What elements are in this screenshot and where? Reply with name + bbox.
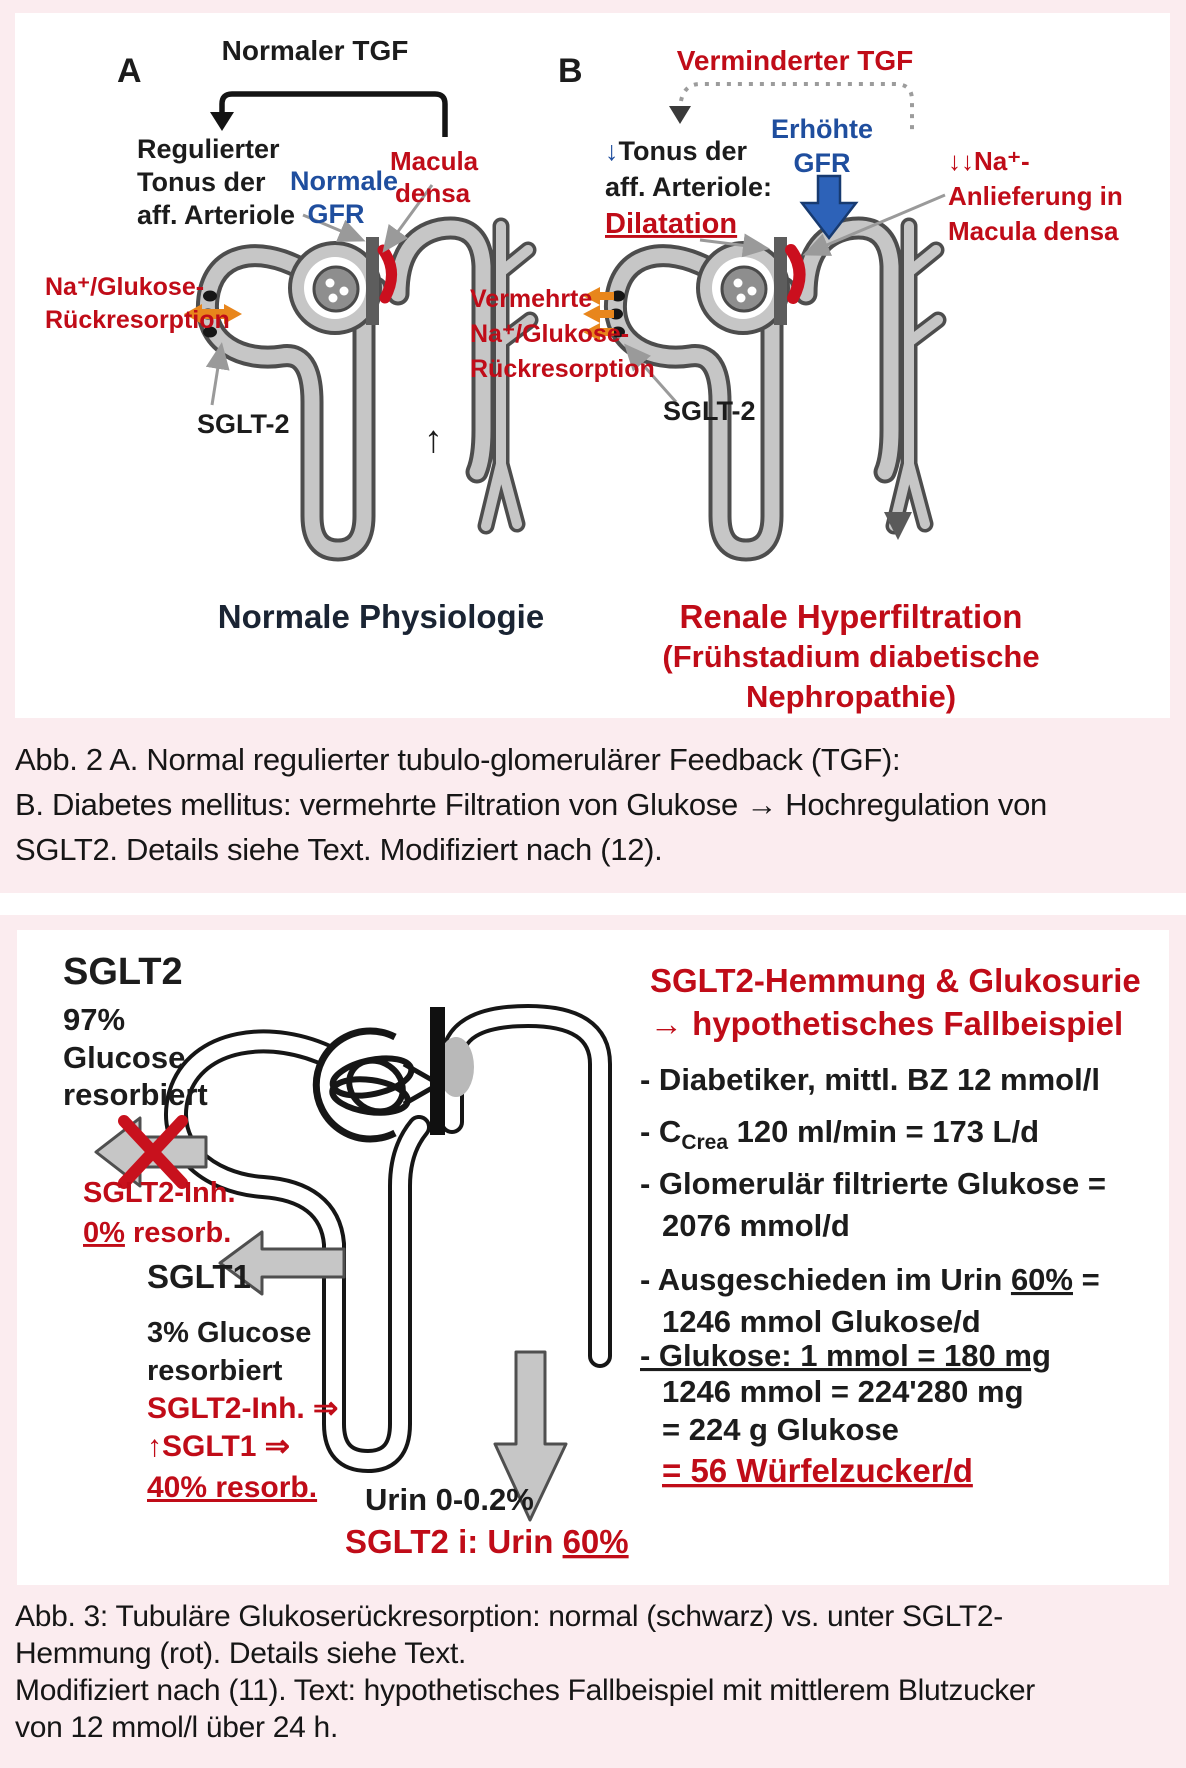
down-arrow-glyph: ↓ bbox=[605, 136, 619, 166]
abb2-figure bbox=[15, 13, 1170, 718]
caption-line: Modifiziert nach (11). Text: hypothetisches Fallbeispiel mit mittlerem Blutzucker bbox=[15, 1674, 1035, 1707]
bullet-wuerfelzucker: = 56 Würfelzucker/d bbox=[662, 1452, 973, 1489]
fallbeispiel-title: → hypothetisches Fallbeispiel bbox=[650, 1005, 1124, 1042]
pointer-arrow-icon bbox=[212, 348, 221, 405]
caption-line: SGLT2. Details siehe Text. Modifiziert nach (12). bbox=[15, 832, 663, 867]
nephron-panel-b bbox=[609, 226, 938, 550]
abb3-figure bbox=[17, 930, 1169, 1585]
panel-b-title: Nephropathie) bbox=[745, 679, 957, 714]
down-arrowhead-icon bbox=[669, 106, 691, 124]
nephron-panel-a bbox=[201, 226, 530, 550]
flow-up-arrow-icon: ↑ bbox=[424, 419, 443, 461]
panel-b-title: (Frühstadium diabetische bbox=[662, 639, 1040, 674]
macula-densa-label: Macula bbox=[390, 146, 479, 176]
abb2-figure-panel bbox=[15, 13, 1170, 718]
tgf-feedback-bracket-a bbox=[210, 94, 445, 137]
tonus-label: aff. Arteriole bbox=[137, 200, 296, 230]
normale-gfr-label: GFR bbox=[307, 199, 365, 229]
arteriole-bar bbox=[430, 1007, 445, 1135]
caption-line: B. Diabetes mellitus: vermehrte Filtration von Glukose → Hochregulation von bbox=[15, 787, 1047, 822]
double-down-arrow-glyph: ↓↓ bbox=[948, 146, 974, 176]
sglt2-label: SGLT-2 bbox=[663, 396, 756, 426]
na-glukose-label: Na⁺/Glukose- bbox=[45, 273, 205, 301]
abb3-figure-panel bbox=[17, 930, 1169, 1585]
resorbiert-label: resorbiert bbox=[63, 1077, 208, 1112]
dilatation-label: Dilatation bbox=[605, 208, 738, 240]
bullet-glomerulaer: - Glomerulär filtrierte Glukose = bbox=[640, 1166, 1106, 1201]
sglt1-title: SGLT1 bbox=[147, 1258, 251, 1295]
tonus-label: Tonus der bbox=[137, 167, 266, 197]
vermehrte-label: Vermehrte bbox=[470, 285, 593, 313]
caption-line: von 12 mmol/l über 24 h. bbox=[15, 1711, 338, 1744]
bullet-glukose-mmol: - Glukose: 1 mmol = 180 mg bbox=[640, 1338, 1051, 1373]
erhoehte-gfr-label: GFR bbox=[793, 148, 851, 178]
caption-line: Abb. 2 A. Normal regulierter tubulo-glomerulärer Feedback (TGF): bbox=[15, 742, 901, 777]
verminderter-tgf-label: Verminderter TGF bbox=[676, 45, 914, 76]
urin-normal-label: Urin 0-0.2% bbox=[365, 1482, 534, 1517]
caption-line: Hemmung (rot). Details siehe Text. bbox=[15, 1637, 467, 1670]
bullet-ccrea: - $C_{Crea}$ 120 ml/min = 173 L/d bbox=[640, 1114, 1040, 1154]
down-arrowhead-icon bbox=[210, 112, 234, 131]
sglt2-inh-label: SGLT2-Inh. bbox=[83, 1177, 236, 1209]
erhoehte-gfr-label: Erhöhte bbox=[770, 114, 874, 144]
glucose-label: Glucose bbox=[63, 1040, 186, 1075]
resorb0-label: 0% resorb. bbox=[83, 1217, 232, 1249]
hemmung-title: SGLT2-Hemmung & Glukosurie bbox=[650, 962, 1141, 999]
panel-b-title: Renale Hyperfiltration bbox=[679, 598, 1023, 635]
normale-gfr-label: Normale bbox=[289, 166, 399, 196]
pct3-label: 3% Glucose bbox=[147, 1317, 312, 1349]
sglt2-label: SGLT-2 bbox=[197, 409, 290, 439]
bullet-ausgeschieden: - Ausgeschieden im Urin 60% = bbox=[640, 1262, 1100, 1297]
panel-a-title: Normale Physiologie bbox=[217, 598, 545, 635]
macula-densa-crescent-b bbox=[791, 250, 800, 298]
bullet-1246: 1246 mmol Glukose/d bbox=[662, 1304, 981, 1339]
na-anlieferung-label: Anlieferung in bbox=[948, 181, 1123, 211]
panel-b-label: B bbox=[558, 52, 583, 90]
bullet-224g: = 224 g Glukose bbox=[662, 1412, 899, 1447]
abb3-block bbox=[0, 915, 1186, 1768]
macula-densa-label: densa bbox=[395, 178, 471, 208]
pct97-label: 97% bbox=[63, 1002, 126, 1037]
vermehrte-label: Rückresorption bbox=[470, 355, 655, 383]
vermehrte-label: Na⁺/Glukose- bbox=[470, 320, 630, 348]
bullet-224280: 1246 mmol = 224'280 mg bbox=[662, 1374, 1024, 1409]
normaler-tgf-label: Normaler TGF bbox=[221, 35, 409, 66]
resorbiert-label: resorbiert bbox=[147, 1355, 283, 1387]
panel-a-label: A bbox=[117, 52, 142, 90]
sglt2-inh2-label: SGLT2-Inh. ⇒ bbox=[147, 1392, 339, 1425]
na-anlieferung-label: ↓↓Na⁺- bbox=[948, 146, 1030, 176]
bullet-2076: 2076 mmol/d bbox=[662, 1208, 850, 1243]
sglt2-title: SGLT2 bbox=[63, 951, 183, 993]
tonus-dilatation-label: aff. Arteriole: bbox=[605, 172, 773, 202]
abb3-caption bbox=[15, 1598, 1165, 1746]
caption-line: Abb. 3: Tubuläre Glukoserückresorption: normal (schwarz) vs. unter SGLT2- bbox=[15, 1600, 1003, 1633]
abb2-caption bbox=[15, 737, 1165, 872]
tonus-label: Regulierter bbox=[137, 134, 280, 164]
na-glukose-label: Rückresorption bbox=[45, 306, 230, 334]
tonus-dilatation-label: ↓Tonus der bbox=[605, 136, 748, 166]
sglt1-up-label: ↑SGLT1 ⇒ bbox=[147, 1430, 290, 1463]
na-anlieferung-label: Macula densa bbox=[948, 216, 1119, 246]
urin-sglt2i-label: SGLT2 i: Urin 60% bbox=[345, 1523, 629, 1560]
resorb40-label: 40% resorb. bbox=[147, 1471, 318, 1504]
macula-densa-crescent-a bbox=[383, 250, 392, 298]
bullet-diabetiker: - Diabetiker, mittl. BZ 12 mmol/l bbox=[640, 1062, 1100, 1097]
